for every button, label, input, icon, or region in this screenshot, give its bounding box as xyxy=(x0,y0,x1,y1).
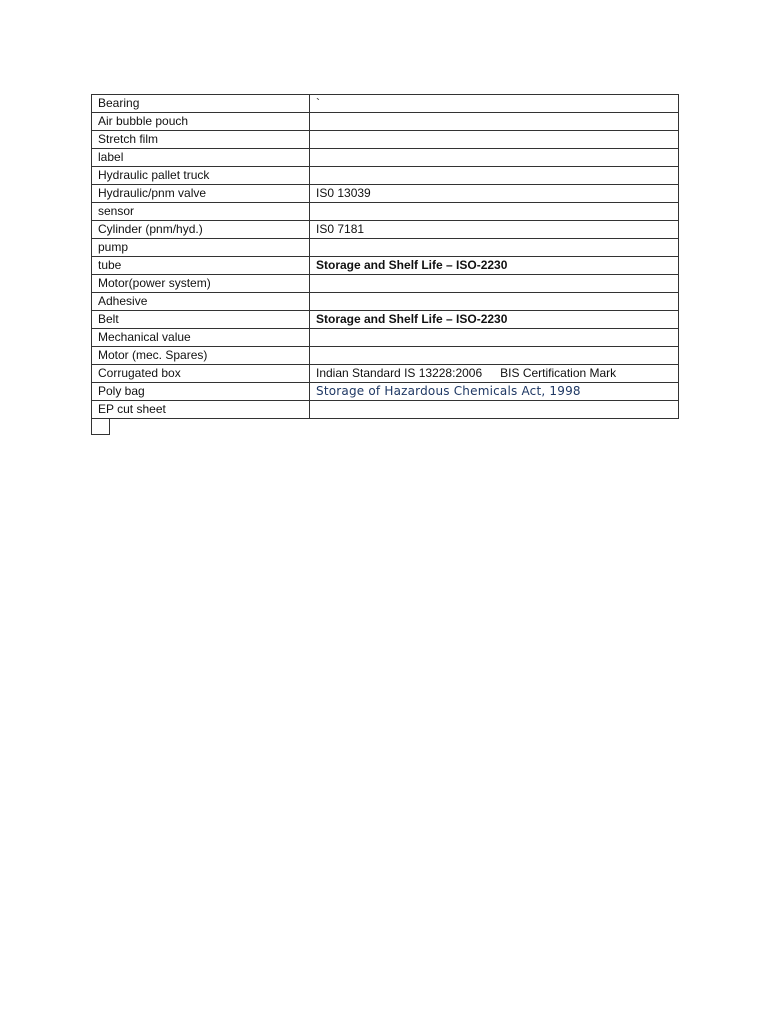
standard-cell: Storage and Shelf Life – ISO-2230 xyxy=(310,257,679,275)
standard-cell xyxy=(310,401,679,419)
item-cell: Bearing xyxy=(92,95,310,113)
standard-cell xyxy=(310,347,679,365)
standard-cell: Storage and Shelf Life – ISO-2230 xyxy=(310,311,679,329)
table-row xyxy=(92,149,679,167)
table-row xyxy=(92,311,679,329)
table-row xyxy=(92,167,679,185)
table-row xyxy=(92,329,679,347)
table-row xyxy=(92,293,679,311)
table-row xyxy=(92,113,679,131)
item-cell: label xyxy=(92,149,310,167)
standard-cell xyxy=(310,275,679,293)
standard-cell xyxy=(310,167,679,185)
table-row xyxy=(92,365,679,383)
standard-cell: ` xyxy=(310,95,679,113)
table-row xyxy=(92,347,679,365)
standard-cell xyxy=(310,239,679,257)
standard-cell: Storage of Hazardous Chemicals Act, 1998 xyxy=(310,383,679,401)
item-cell: Poly bag xyxy=(92,383,310,401)
standard-cell xyxy=(310,365,679,383)
item-cell: Motor (mec. Spares) xyxy=(92,347,310,365)
table-row xyxy=(92,95,679,113)
item-cell: sensor xyxy=(92,203,310,221)
table-row xyxy=(92,383,679,401)
table-row xyxy=(92,185,679,203)
item-cell: Hydraulic/pnm valve xyxy=(92,185,310,203)
standard-cell xyxy=(310,293,679,311)
item-cell: Corrugated box xyxy=(92,365,310,383)
table-row xyxy=(92,257,679,275)
item-cell: Belt xyxy=(92,311,310,329)
bis-mark-text: BIS Certification Mark xyxy=(500,366,617,380)
item-cell: pump xyxy=(92,239,310,257)
standard-cell: IS0 7181 xyxy=(310,221,679,239)
empty-table-cell xyxy=(91,418,110,435)
item-cell: Hydraulic pallet truck xyxy=(92,167,310,185)
item-cell: Adhesive xyxy=(92,293,310,311)
item-cell: Stretch film xyxy=(92,131,310,149)
item-cell: Motor(power system) xyxy=(92,275,310,293)
table-row xyxy=(92,239,679,257)
table-row xyxy=(92,275,679,293)
standard-cell xyxy=(310,329,679,347)
standard-cell xyxy=(310,113,679,131)
standard-text: Indian Standard IS 13228:2006 xyxy=(316,366,483,380)
table-row xyxy=(92,401,679,419)
standard-cell: IS0 13039 xyxy=(310,185,679,203)
table-row xyxy=(92,203,679,221)
standard-cell xyxy=(310,149,679,167)
standard-cell xyxy=(310,131,679,149)
item-cell: Cylinder (pnm/hyd.) xyxy=(92,221,310,239)
table-row xyxy=(92,131,679,149)
item-cell: tube xyxy=(92,257,310,275)
item-cell: Mechanical value xyxy=(92,329,310,347)
item-cell: Air bubble pouch xyxy=(92,113,310,131)
packaging-standards-table xyxy=(91,94,679,419)
table-row xyxy=(92,221,679,239)
standard-cell xyxy=(310,203,679,221)
item-cell: EP cut sheet xyxy=(92,401,310,419)
